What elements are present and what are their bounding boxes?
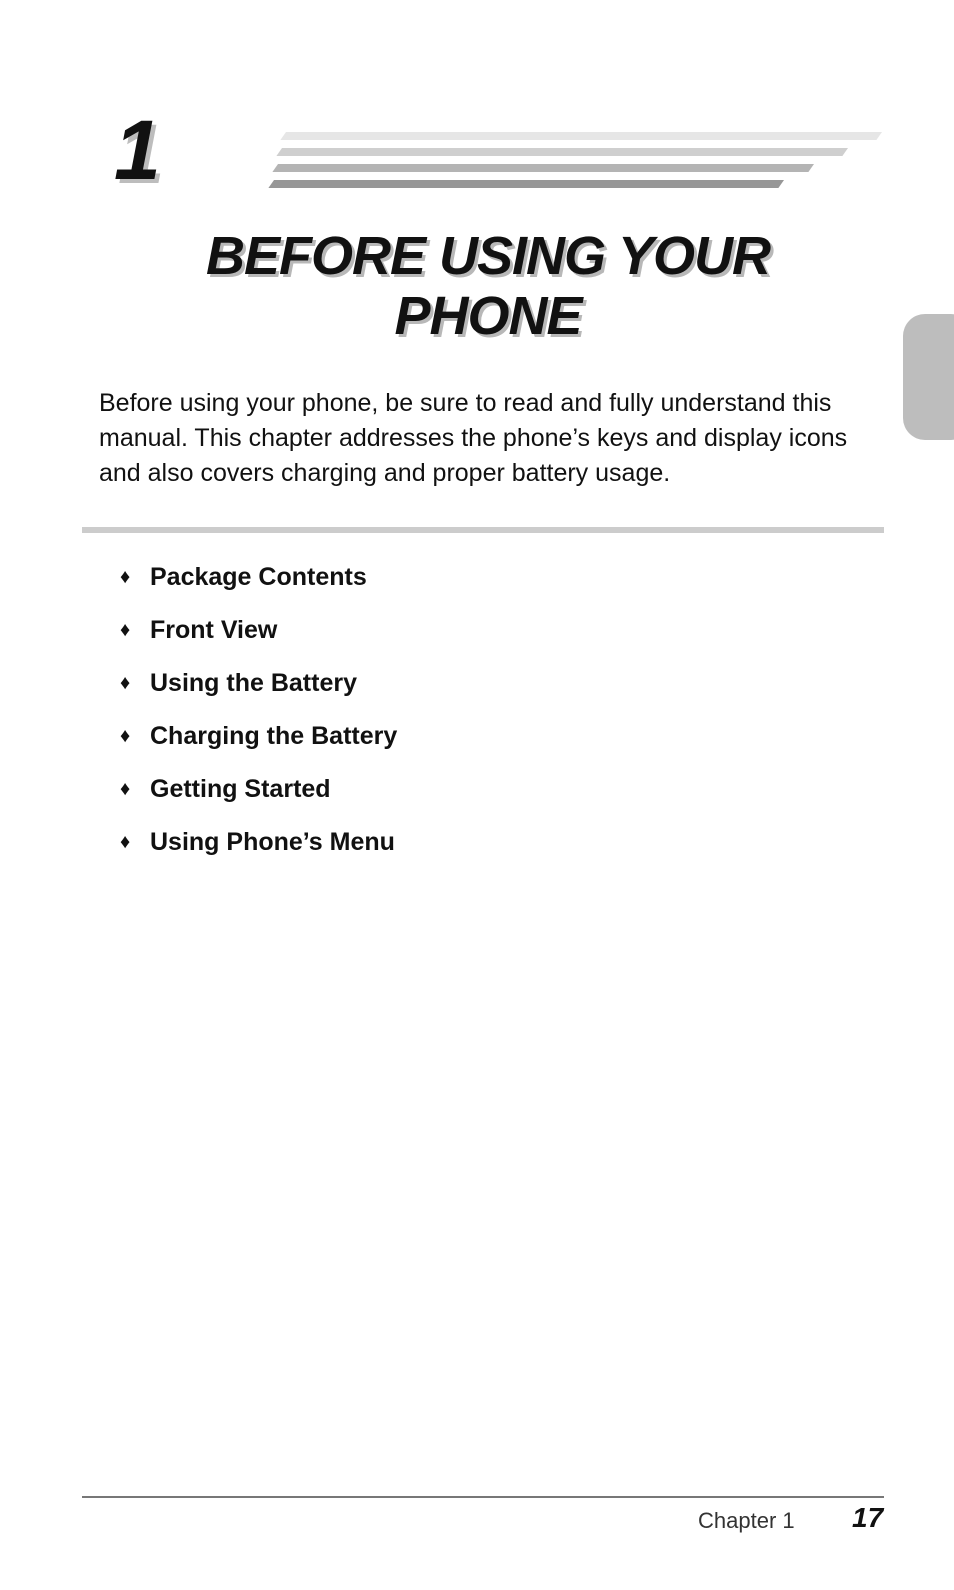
- topic-label: Using the Battery: [150, 669, 357, 697]
- chapter-number: 1: [114, 103, 159, 197]
- diamond-bullet-icon: ♦: [120, 566, 131, 588]
- page-number: 17: [852, 1502, 884, 1533]
- topic-label: Front View: [150, 616, 278, 644]
- list-item: [120, 774, 397, 827]
- topic-label: Package Contents: [150, 563, 367, 591]
- chapter-side-tab: [903, 314, 954, 440]
- topic-list: [120, 562, 397, 880]
- section-divider: [82, 527, 884, 533]
- topic-label: Using Phone’s Menu: [150, 828, 395, 856]
- stripe: [276, 148, 848, 156]
- diamond-bullet-icon: ♦: [120, 831, 131, 853]
- diamond-bullet-icon: ♦: [120, 619, 131, 641]
- list-item: [120, 668, 397, 721]
- list-item: [120, 827, 397, 880]
- topic-label: Getting Started: [150, 775, 331, 803]
- footer-chapter-label: Chapter 1: [698, 1508, 795, 1533]
- chapter-title-line-1: BEFORE USING YOUR: [205, 226, 771, 286]
- topic-label: Charging the Battery: [150, 722, 398, 750]
- diamond-bullet-icon: ♦: [120, 672, 131, 694]
- stripe: [280, 132, 882, 140]
- stripe: [272, 164, 814, 172]
- list-item: [120, 562, 397, 615]
- chapter-title: [100, 226, 876, 346]
- list-item: [120, 615, 397, 668]
- diamond-bullet-icon: ♦: [120, 725, 131, 747]
- stripe: [268, 180, 784, 188]
- intro-paragraph: Before using your phone, be sure to read and fully understand this manual. This chapter addresses the phone’s keys and display icons and also covers charging and proper battery usage.: [99, 389, 848, 487]
- list-item: [120, 721, 397, 774]
- diamond-bullet-icon: ♦: [120, 778, 131, 800]
- footer-rule: [82, 1496, 884, 1498]
- chapter-title-line-2: PHONE: [394, 286, 582, 346]
